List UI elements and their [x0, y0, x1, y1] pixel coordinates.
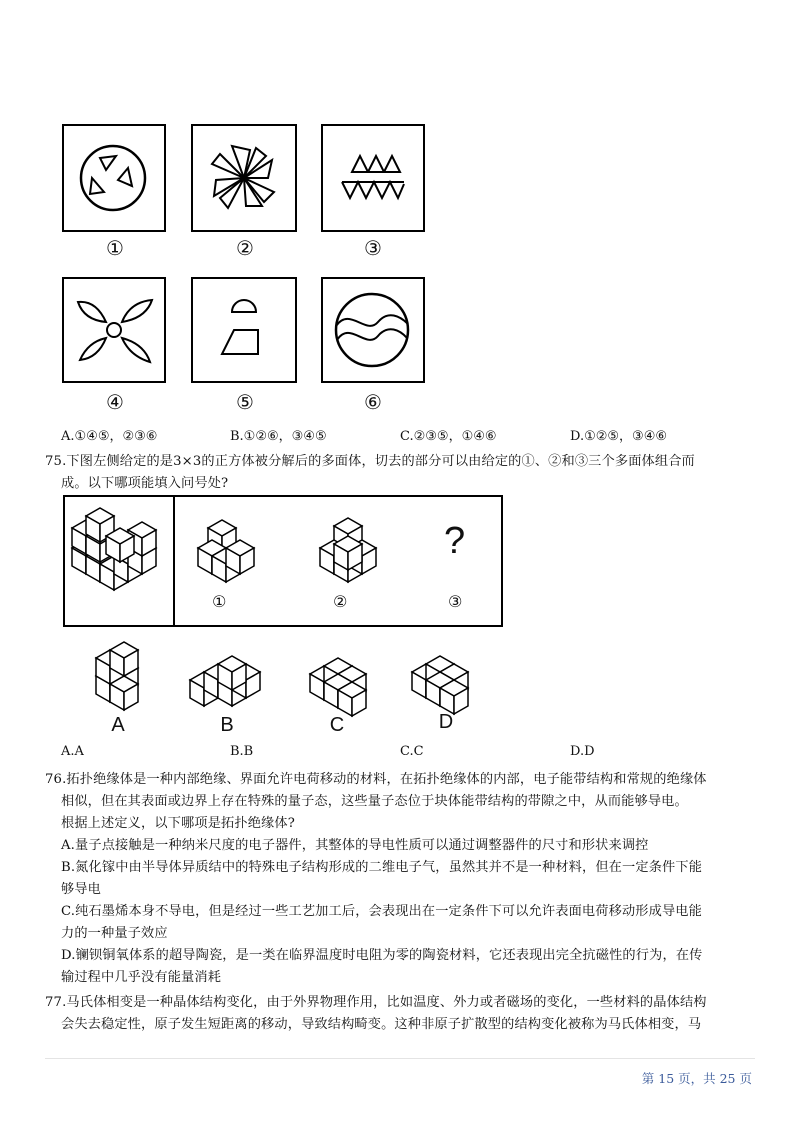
piece-label-1: ①	[212, 592, 227, 611]
q76-option-a[interactable]: A.量子点接触是一种纳米尺度的电子器件，其整体的导电性质可以通过调整器件的尺寸和形状来调控	[61, 838, 649, 853]
figure-2-pinwheel	[192, 125, 296, 231]
q76-stem-line-2: 相似，但在其表面或边界上存在特殊的量子态，这些量子态位于块体能带结构的带隙之中，从而能够导电。	[61, 794, 688, 809]
figure-label-6: ⑥	[364, 390, 382, 414]
choice-b-shape	[190, 656, 260, 706]
q75-stem-line-2: 成。以下哪项能填入问号处?	[61, 476, 229, 491]
figure-3-triangles	[322, 125, 424, 231]
q75-option-d[interactable]: D.D	[570, 744, 595, 759]
choice-c-shape	[310, 658, 366, 716]
piece-label-2: ②	[333, 592, 348, 611]
figure-label-2: ②	[236, 236, 254, 260]
figure-1-circle-triangles	[63, 125, 165, 231]
q76-stem-line-1: 76.拓扑绝缘体是一种内部绝缘、界面允许电荷移动的材料，在拓扑绝缘体的内部，电子能带结构和常规的绝缘体	[45, 772, 707, 787]
q76-option-c-line-2[interactable]: 力的一种量子效应	[61, 926, 168, 941]
choice-d-shape	[412, 656, 468, 714]
piece-label-3: ③	[448, 592, 463, 611]
q76-option-d-line-1[interactable]: D.镧钡铜氧体系的超导陶瓷，是一类在临界温度时电阻为零的陶瓷材料，它还表现出完全抗磁性的行为，在传	[61, 948, 703, 963]
figure-6-circle-wave	[322, 278, 424, 382]
q75-option-b[interactable]: B.B	[230, 744, 254, 759]
choice-label-a: A	[111, 714, 125, 736]
figure-label-1: ①	[106, 236, 124, 260]
figure-label-3: ③	[364, 236, 382, 260]
q76-option-b-line-1[interactable]: B.氮化镓中由半导体异质结中的特殊电子结构形成的二维电子气，虽然其并不是一种材料，但在一定条件下能	[61, 860, 703, 875]
page-number: 第 15 页，共 25 页	[641, 1071, 752, 1086]
q77-stem-line-1: 77.马氏体相变是一种晶体结构变化，由于外界物理作用，比如温度、外力或者磁场的变化，一些材料的晶体结构	[45, 995, 707, 1010]
figure-4-petals	[63, 278, 165, 382]
choice-label-d: D	[438, 711, 454, 733]
q75-stem-line-1: 75.下图左侧给定的是3×3的正方体被分解后的多面体，切去的部分可以由给定的①、②和③三个多面体组合而	[45, 454, 695, 469]
figure-label-5: ⑤	[236, 390, 254, 414]
q75-option-a[interactable]: A.A	[61, 744, 84, 759]
q74-option-c[interactable]: C.②③⑤，①④⑥	[400, 429, 497, 444]
q76-option-b-line-2[interactable]: 够导电	[61, 882, 102, 897]
q75-option-c[interactable]: C.C	[400, 744, 424, 759]
q74-option-d[interactable]: D.①②⑤，③④⑥	[570, 429, 668, 444]
q77-stem-line-2: 会失去稳定性，原子发生短距离的移动，导致结构畸变。这种非原子扩散型的结构变化被称为马氏体相变，马	[61, 1017, 702, 1032]
choice-label-c: C	[329, 714, 345, 736]
choice-label-b: B	[220, 714, 234, 736]
question-mark: ?	[444, 520, 466, 562]
q74-option-a[interactable]: A.①④⑤，②③⑥	[61, 429, 158, 444]
q76-stem-line-3: 根据上述定义，以下哪项是拓扑绝缘体?	[61, 816, 295, 831]
footer-divider	[45, 1058, 755, 1059]
q74-option-b[interactable]: B.①②⑥，③④⑤	[230, 429, 327, 444]
choice-a-shape	[96, 642, 138, 710]
q76-option-d-line-2[interactable]: 输过程中几乎没有能量消耗	[61, 970, 222, 985]
figure-5-semicircle-trapezoid	[192, 278, 296, 382]
figure-label-4: ④	[106, 390, 124, 414]
q76-option-c-line-1[interactable]: C.纯石墨烯本身不导电，但是经过一些工艺加工后，会表现出在一定条件下可以允许表面电荷移动形成导电能	[61, 904, 702, 919]
